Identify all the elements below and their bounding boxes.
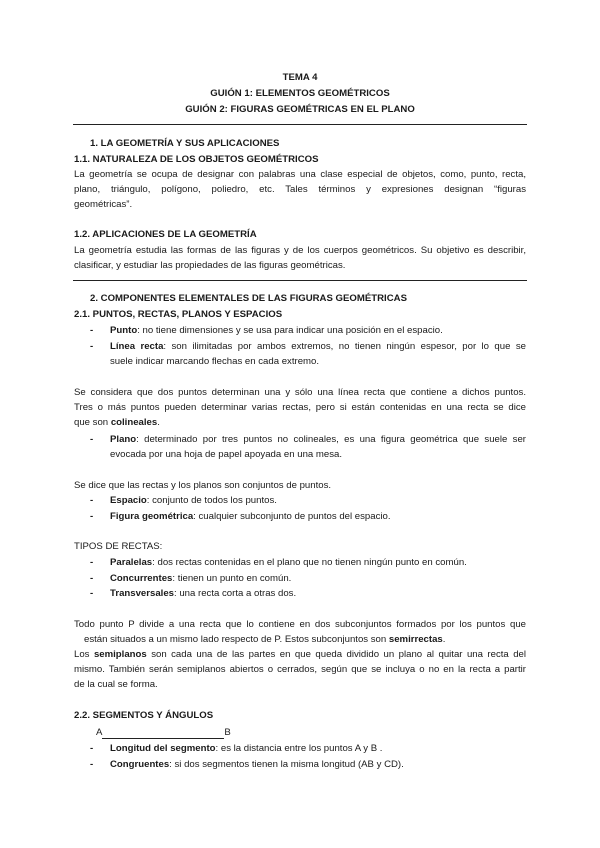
- para1-text: que son: [74, 417, 111, 428]
- def-plano-cont: evocada por una hoja de papel apoyada en una mesa.: [110, 449, 343, 460]
- term-congruentes: Congruentes: [110, 759, 170, 770]
- bullet-dash: -: [90, 511, 94, 522]
- bullet-dash: -: [90, 495, 94, 506]
- term-concurrentes: Concurrentes: [110, 573, 173, 584]
- section2-title: 2. COMPONENTES ELEMENTALES DE LAS FIGURAS GEOMÉTRICAS: [90, 293, 407, 304]
- semiplanos-text: Los: [74, 649, 94, 660]
- para1-line: Se considera que dos puntos determinan una y sólo una línea recta que contiene a dichos puntos.: [74, 387, 526, 398]
- semiplanos-text: son cada una de las partes en que queda dividido un plano al quitar una recta del: [146, 649, 527, 660]
- bullet-dash: -: [90, 557, 94, 568]
- term-semirrectas: semirrectas: [388, 634, 443, 645]
- s12-text-line: clasificar, y estudiar las propiedades de las figuras geométricas.: [74, 260, 346, 271]
- bullet-dash: -: [90, 743, 94, 754]
- def-transversales: [110, 587, 296, 600]
- semiplanos-line: mismo. También serán semiplanos abiertos o cerrados, según que se incluya o no en la recta a partir: [74, 664, 526, 675]
- def-text: : no tiene dimensiones y se usa para indicar una posición en el espacio.: [137, 325, 443, 336]
- segment-line: [102, 728, 224, 739]
- def-figura: [110, 510, 391, 523]
- section21-title: 2.1. PUNTOS, RECTAS, PLANOS Y ESPACIOS: [74, 309, 283, 320]
- segment-point-b: B: [224, 727, 231, 738]
- tipos-title: TIPOS DE RECTAS:: [74, 541, 163, 552]
- tema-heading: TEMA 4: [282, 72, 318, 83]
- def-congruentes: [110, 758, 404, 771]
- bullet-dash: -: [90, 573, 94, 584]
- s11-text-line: plano, triángulo, polígono, poliedro, etc. Tales términos y expresiones designan “figuras: [74, 184, 526, 195]
- term-figura: Figura geométrica: [110, 511, 194, 522]
- def-text: : conjunto de todos los puntos.: [146, 495, 277, 506]
- term-punto: Punto: [110, 325, 138, 336]
- def-text: : dos rectas contenidas en el plano que no tienen ningún punto en común.: [152, 557, 467, 568]
- def-text: : cualquier subconjunto de puntos del espacio.: [193, 511, 391, 522]
- section22-title: 2.2. SEGMENTOS Y ÁNGULOS: [74, 710, 214, 721]
- bullet-dash: -: [90, 325, 94, 336]
- para1-text: .: [157, 417, 160, 428]
- def-text: : es la distancia entre los puntos A y B .: [215, 743, 383, 754]
- para1-line: [74, 416, 160, 429]
- term-espacio: Espacio: [110, 495, 147, 506]
- section1-title: 1. LA GEOMETRÍA Y SUS APLICACIONES: [90, 138, 280, 149]
- s11-text-line: geométricas”.: [74, 199, 133, 210]
- divider-rule: [73, 124, 527, 125]
- segment-ab: [96, 726, 231, 739]
- semiplanos-line: [74, 648, 526, 661]
- guion1-heading: GUIÓN 1: ELEMENTOS GEOMÉTRICOS: [210, 88, 390, 99]
- bullet-dash: -: [90, 588, 94, 599]
- def-text: : determinado por tres puntos no colineales, es una figura geométrica que suele ser: [136, 434, 526, 445]
- def-text: : tienen un punto en común.: [172, 573, 292, 584]
- def-punto: [110, 324, 443, 337]
- def-text: : si dos segmentos tienen la misma longitud (AB y CD).: [169, 759, 404, 770]
- term-paralelas: Paralelas: [110, 557, 153, 568]
- para2: Se dice que las rectas y los planos son conjuntos de puntos.: [74, 480, 332, 491]
- s11-text-line: La geometría se ocupa de designar con palabras una clase especial de objetos, como, punto, recta,: [74, 169, 526, 180]
- term-transversales: Transversales: [110, 588, 175, 599]
- term-longitud: Longitud del segmento: [110, 743, 216, 754]
- s12-text-line: La geometría estudia las formas de las figuras y de los cuerpos geométricos. Su objetivo es describir,: [74, 245, 526, 256]
- bullet-dash: -: [90, 759, 94, 770]
- def-concurrentes: [110, 572, 291, 585]
- semirrectas-text: .: [442, 634, 446, 645]
- bullet-dash: -: [90, 341, 94, 352]
- def-text: : son ilimitadas por ambos extremos, no tienen ningún espesor, por lo que se: [163, 341, 526, 352]
- guion2-heading: GUIÓN 2: FIGURAS GEOMÉTRICAS EN EL PLANO: [185, 104, 415, 115]
- term-plano: Plano: [110, 434, 137, 445]
- para1-line: Tres o más puntos pueden determinar varias rectas, pero si están contenidas en una recta se dice: [74, 402, 526, 413]
- divider-rule: [73, 280, 527, 281]
- section11-title: 1.1. NATURALEZA DE LOS OBJETOS GEOMÉTRICOS: [74, 154, 319, 165]
- semirrectas-line: [84, 633, 445, 646]
- term-linea: Línea recta: [110, 341, 164, 352]
- term-colineales: colineales: [110, 417, 158, 428]
- def-longitud: [110, 742, 382, 755]
- def-espacio: [110, 494, 277, 507]
- bullet-dash: -: [90, 434, 94, 445]
- def-paralelas: [110, 556, 467, 569]
- semiplanos-line: de la cual se forma.: [74, 679, 158, 690]
- term-semiplanos: semiplanos: [93, 649, 147, 660]
- section12-title: 1.2. APLICACIONES DE LA GEOMETRÍA: [74, 229, 257, 240]
- segment-point-a: A: [96, 727, 103, 738]
- def-plano: [110, 433, 526, 446]
- semirrectas-line: Todo punto P divide a una recta que lo contiene en dos subconjuntos formados por los puntos que: [74, 619, 526, 630]
- semirrectas-text: están situados a un mismo lado respecto de P. Estos subconjuntos son: [84, 634, 389, 645]
- def-linea: [110, 340, 526, 353]
- def-text: : una recta corta a otras dos.: [174, 588, 297, 599]
- def-linea-cont: suele indicar marcando flechas en cada extremo.: [110, 356, 320, 367]
